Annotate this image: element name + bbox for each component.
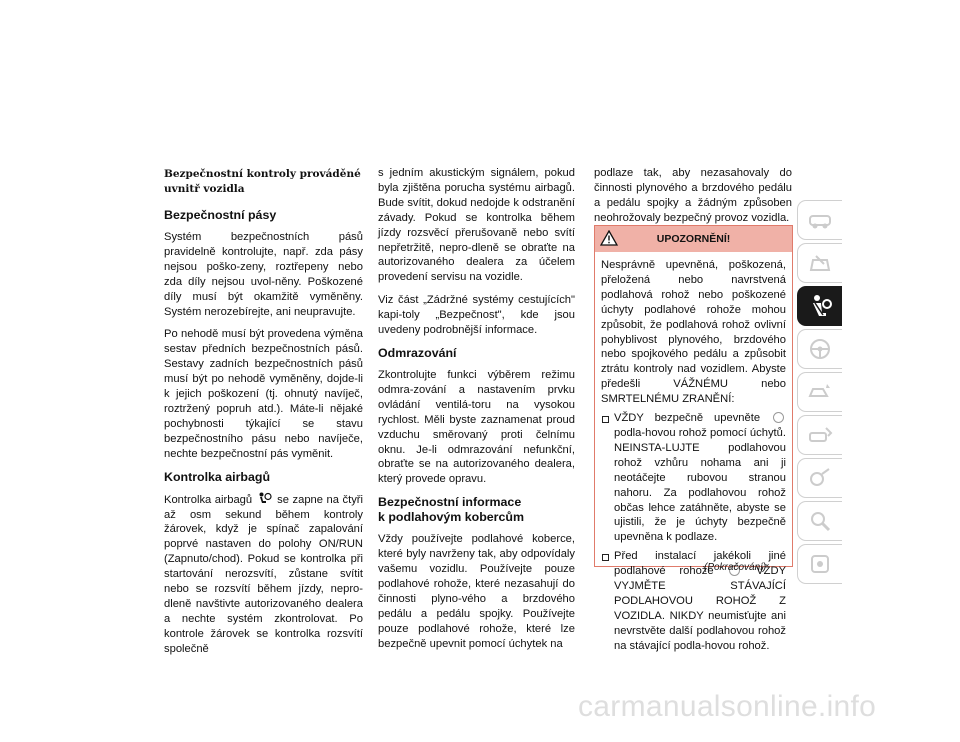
- paragraph: Vždy používejte podlahové koberce, které byly navrženy tak, aby odpovídaly vašemu vozidlu. Používejte pouze podlahové rohože, které nezasahují do činnosti plyno-vého a brzdového pedálu a pedálu spojky. Používejte pouze podlahové rohože, které lze bezpečně upevnit pomocí úchytek na: [378, 533, 575, 650]
- text-fragment: se zapne na čtyři až osm sekund během kontroly žárovek, když je spínač zapalování poprvé nastaven do polohy ON/RUN (Zapnuto/chod). Pokud se kontrolka při startování nerozsvítí, zůstane svítit nebo se rozsvítí během jízdy, nepro-dleně navštivte autorizovaného dealera a nechte systém zkontrolovat. Po kontrole žárovek se kontrolka rozsvítí společně: [164, 493, 363, 655]
- steering-wheel-icon: [807, 336, 833, 362]
- text-fragment: VŽDY bezpečně upevněte: [614, 412, 761, 425]
- heading-line: Bezpečnostní informace: [378, 495, 522, 510]
- magnifier-icon: [807, 508, 833, 534]
- text-fragment: VŽDY VYJMĚTE STÁVAJÍCÍ PODLAHOVOU ROHOŽ Z VOZIDLA. NIKDY neumisťujte ani nevrstvěte další podlahovou rohož na stávající podla-hovou rohož.: [614, 565, 787, 652]
- warning-header: [595, 226, 792, 252]
- clip-symbol-icon: [773, 412, 784, 423]
- airbag-warning-icon: [258, 492, 272, 504]
- chapter-tabs: [797, 200, 843, 587]
- section-title: Bezpečnostní kontroly prováděné uvnitř vozidla: [164, 168, 361, 195]
- heading-line: k podlahovým kobercům: [378, 510, 524, 525]
- text-fragment: podla-hovou rohož pomocí úchytů. NEINSTA-LUJTE podlahovou rohož vzhůru nohama ani ji neotáčejte rubovou stranou nahoru. Za podlahovou rohož občas lehce zatáhněte, abyste se ujistili, že je úchyty bezpečně upevněna k podlaze.: [614, 426, 786, 544]
- continued-label: (Pokračování): [704, 562, 767, 573]
- tab-multimedia[interactable]: [797, 544, 842, 584]
- seatbelt-person-icon: [807, 293, 833, 319]
- paragraph: Systém bezpečnostních pásů pravidelně kontrolujte, např. zda pásy nejsou poško-zeny, roztřepeny nebo zda díly nejsou uvol-něny. Poškozené díly musí být okamžitě vyměněny. Systém nerozebírejte, ani neupravujte.: [164, 231, 363, 318]
- bullet-square-icon: [602, 416, 609, 423]
- tab-emergency[interactable]: [797, 372, 842, 412]
- bullet-square-icon: [602, 554, 609, 561]
- car-dashboard-icon: [807, 207, 833, 233]
- heading-airbag-light: Kontrolka airbagů: [164, 469, 271, 484]
- heading-seatbelts: Bezpečnostní pásy: [164, 208, 277, 222]
- car-service-icon: [807, 422, 833, 448]
- tab-maintenance[interactable]: [797, 458, 842, 498]
- warning-triangle-icon: [600, 230, 618, 246]
- tab-car-dashboard[interactable]: [797, 200, 842, 240]
- tab-servicing[interactable]: [797, 415, 842, 455]
- maintenance-icon: [807, 465, 833, 491]
- driver-controls-icon: [807, 250, 833, 276]
- multimedia-icon: [807, 551, 833, 577]
- paragraph: Nesprávně upevněná, poškozená, přeložená nebo navrstvená podlahová rohož nebo poškozené úchyty podlahové rohože mohou způsobit, že podlahová rohož ovlivní pohyblivost plynového, brzdového nebo spojkového pedálu a způsobit ztrátu kontroly nad vozidlem. Abyste předešli VÁŽNÉMU nebo SMRTELNÉMU ZRANĚNÍ:: [601, 259, 786, 406]
- tab-safety[interactable]: [797, 286, 842, 326]
- paragraph: Zkontrolujte funkci výběrem režimu odmra-zování a nastavením prvku ovládání ventilá-toru na vysokou rychlost. Měli byste zaznamenat proud vzduchu směrovaný proti čelnímu oknu. Je-li odmrazování nefunkční, obraťte se na autorizovaného dealera, který provede opravu.: [378, 368, 575, 486]
- tab-index[interactable]: [797, 501, 842, 541]
- text-fragment: Kontrolka airbagů: [164, 493, 253, 506]
- paragraph: Viz část „Zádržné systémy cestujících" kapi-toly „Bezpečnost", kde jsou uvedeny podrobnější informace.: [378, 294, 575, 337]
- warning-body: [595, 252, 792, 654]
- heading-defrost: Odmrazování: [378, 345, 457, 360]
- paragraph: s jedním akustickým signálem, pokud byla zjištěna porucha systému airbagů. Bude svítit, dokud nedojde k odstranění závady. Pokud se kontrolka během jízdy rozsvěcí přerušovaně nebo svítí nepřetržitě, nepro-dleně se obraťte na autorizovaného dealera za účelem provedení servisu na vozidle.: [378, 167, 575, 284]
- watermark: carmanualsonline.info: [578, 690, 877, 723]
- paragraph: Po nehodě musí být provedena výměna sestav předních bezpečnostních pásů. Sestavy zadních bezpečnostních pásů musí být po nehodě vyměněny, dojde-li k jejich poškození (tj. ohnutý navíječ, roztržený popruh atd.). Máte-li nějaké pochybnosti týkající se stavu bezpečnostního pásu nebo navíječe, nechte bezpečnostní pás vyměnit.: [164, 328, 363, 460]
- tab-starting-operating[interactable]: [797, 329, 842, 369]
- warning-bullet: [601, 411, 786, 545]
- warning-title: UPOZORNĚNÍ!: [656, 233, 731, 245]
- tab-driver-controls[interactable]: [797, 243, 842, 283]
- column-1: [164, 208, 363, 665]
- column-3: [594, 166, 792, 234]
- paragraph: [164, 492, 363, 657]
- text-fragment: Před instalací jakékoli jiné podlahové rohože: [614, 550, 786, 578]
- heading-floor-mats: [378, 495, 575, 525]
- car-crash-icon: [807, 379, 833, 405]
- paragraph: podlaze tak, aby nezasahovaly do činnosti plynového a brzdového pedálu a pedálu spojky a žádným způsoben neohrožovaly bezpečný provoz vozidla.: [594, 167, 792, 224]
- column-2: [378, 166, 575, 659]
